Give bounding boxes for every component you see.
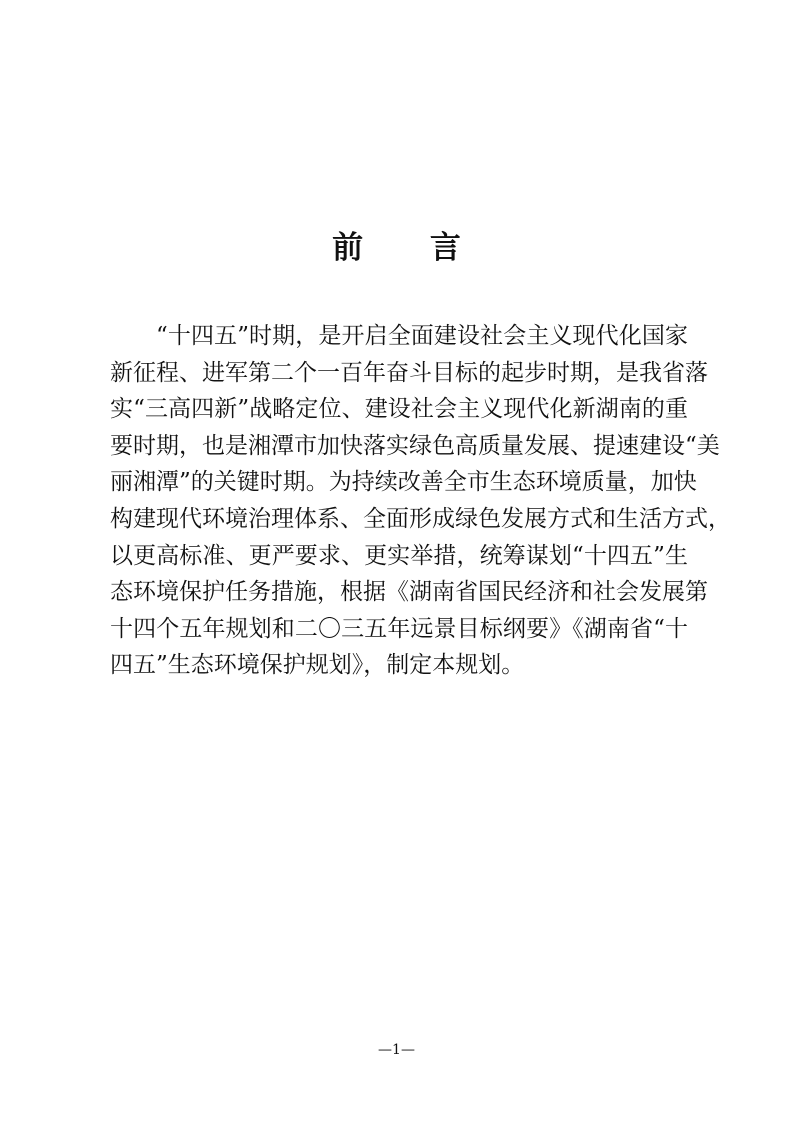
paragraph-line: 要时期，也是湘潭市加快落实绿色高质量发展、提速建设“美 — [110, 432, 720, 459]
paragraph-line: 以更高标准、更严要求、更实举措，统筹谋划“十四五”生 — [110, 542, 688, 569]
paragraph-line: 构建现代环境治理体系、全面形成绿色发展方式和生活方式， — [110, 505, 731, 532]
paragraph-line: 实“三高四新”战略定位、建设社会主义现代化新湖南的重 — [110, 396, 688, 423]
paragraph-line: 四五”生态环境保护规划》，制定本规划。 — [110, 652, 525, 679]
preface-paragraph — [110, 318, 731, 684]
page-title: 前 言 — [332, 230, 489, 266]
paragraph-line: 态环境保护任务措施，根据《湖南省国民经济和社会发展第 — [110, 579, 708, 606]
paragraph-line: 新征程、进军第二个一百年奋斗目标的起步时期，是我省落 — [110, 359, 708, 386]
paragraph-line: 十四个五年规划和二〇三五年远景目标纲要》《湖南省“十 — [110, 615, 688, 642]
paragraph-line: 丽湘潭”的关键时期。为持续改善全市生态环境质量，加快 — [110, 469, 697, 496]
paragraph-line: “十四五”时期，是开启全面建设社会主义现代化国家 — [156, 323, 688, 349]
page-number: —1— — [378, 1042, 415, 1058]
